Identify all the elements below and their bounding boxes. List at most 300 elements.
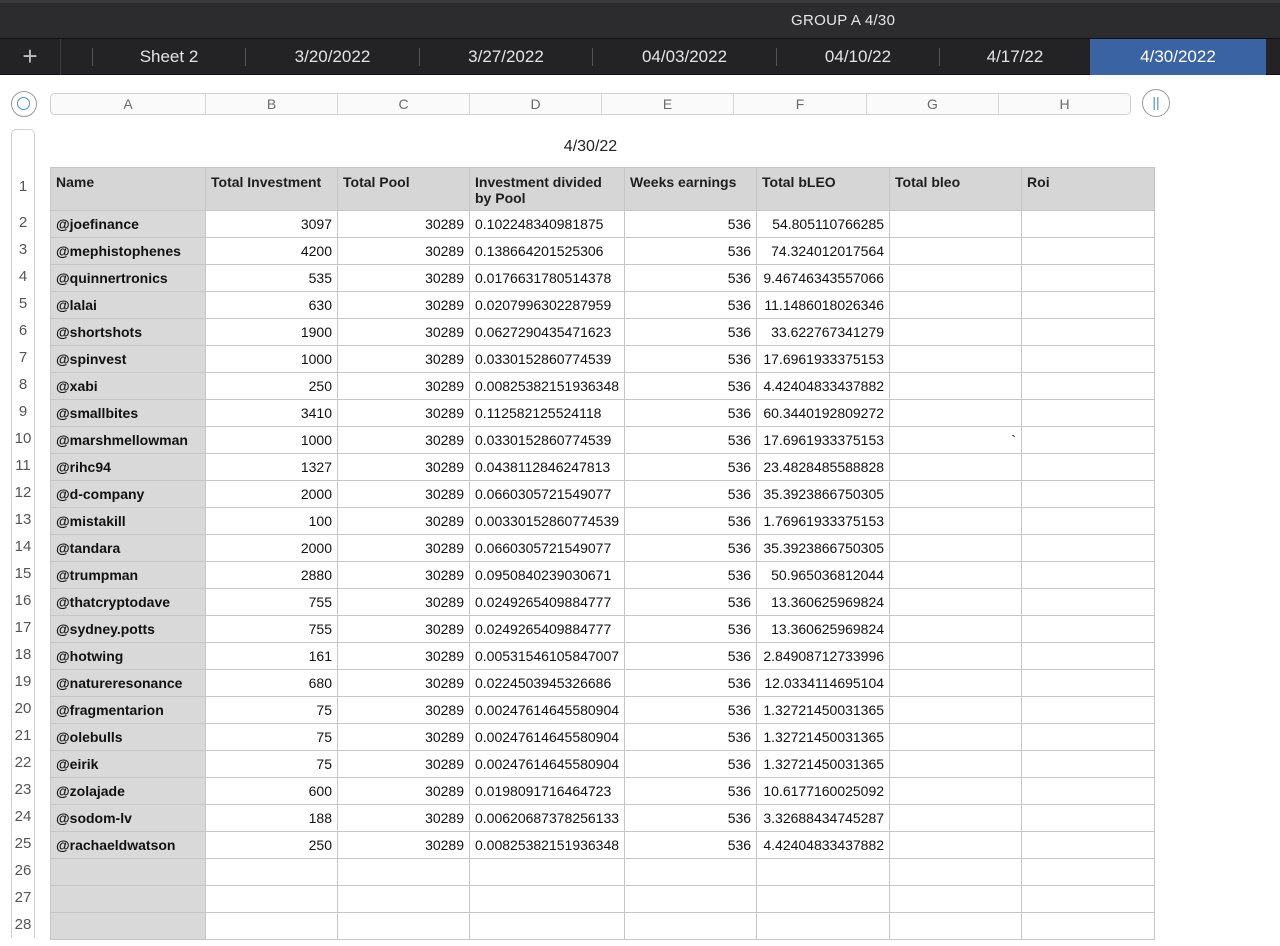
table-row [51,319,1155,346]
header-total-investment[interactable]: Total Investment [206,168,338,211]
cell-total-bleo[interactable]: 1.76961933375153 [757,508,890,535]
column-header-e[interactable]: E [602,94,734,114]
tab-4-30-2022[interactable]: 4/30/2022 [1090,39,1266,75]
cell-total-bleo[interactable]: 50.965036812044 [757,562,890,589]
cell-investment-divided-by-pool[interactable] [470,913,625,940]
cell-total-investment[interactable]: 161 [206,643,338,670]
cell-weeks-earnings[interactable]: 536 [625,562,757,589]
cell-name[interactable]: @spinvest [51,346,206,373]
cell-roi[interactable] [1022,913,1155,940]
cell-total-bleo-2[interactable] [890,616,1022,643]
cell-investment-divided-by-pool[interactable]: 0.0224503945326686 [470,670,625,697]
cell-weeks-earnings[interactable] [625,886,757,913]
cell-total-investment[interactable]: 3097 [206,211,338,238]
cell-total-investment[interactable]: 755 [206,616,338,643]
table-row [51,670,1155,697]
cell-total-bleo-2[interactable] [890,265,1022,292]
cell-investment-divided-by-pool[interactable]: 0.138664201525306 [470,238,625,265]
cell-total-pool[interactable]: 30289 [338,805,470,832]
cell-weeks-earnings[interactable]: 536 [625,724,757,751]
row-header-bar [11,166,35,938]
cell-total-pool[interactable]: 30289 [338,535,470,562]
row-number[interactable]: 19 [14,673,32,690]
sheet-tab-bar [0,38,1280,75]
cell-total-investment[interactable]: 75 [206,751,338,778]
cell-total-pool[interactable] [338,913,470,940]
cell-weeks-earnings[interactable] [625,859,757,886]
cell-roi[interactable] [1022,616,1155,643]
cell-weeks-earnings[interactable]: 536 [625,319,757,346]
cell-investment-divided-by-pool[interactable]: 0.0330152860774539 [470,427,625,454]
row-number[interactable]: 28 [14,916,32,933]
cell-name[interactable]: @joefinance [51,211,206,238]
cell-roi[interactable] [1022,481,1155,508]
cell-total-bleo[interactable]: 12.0334114695104 [757,670,890,697]
cell-total-pool[interactable]: 30289 [338,508,470,535]
cell-roi[interactable] [1022,238,1155,265]
row-number[interactable]: 21 [14,727,32,744]
cell-total-investment[interactable]: 250 [206,373,338,400]
cell-investment-divided-by-pool[interactable]: 0.00330152860774539 [470,508,625,535]
column-header-g[interactable]: G [867,94,999,114]
cell-total-bleo-2[interactable] [890,724,1022,751]
select-table-handle-icon[interactable] [11,91,37,117]
row-number[interactable]: 16 [14,592,32,609]
column-header-c[interactable]: C [338,94,470,114]
cell-name[interactable] [51,859,206,886]
cell-name[interactable]: @hotwing [51,643,206,670]
cell-total-pool[interactable]: 30289 [338,724,470,751]
column-header-a[interactable]: A [51,94,206,114]
cell-weeks-earnings[interactable]: 536 [625,373,757,400]
cell-total-bleo[interactable]: 33.622767341279 [757,319,890,346]
cell-total-pool[interactable]: 30289 [338,292,470,319]
cell-name[interactable]: @sydney.potts [51,616,206,643]
tab-3-27-2022[interactable]: 3/27/2022 [468,47,544,66]
header-roi[interactable]: Roi [1022,168,1155,211]
cell-roi[interactable] [1022,427,1155,454]
cell-total-bleo-2[interactable] [890,238,1022,265]
row-number[interactable]: 9 [18,403,28,420]
cell-total-investment[interactable]: 535 [206,265,338,292]
cell-name[interactable]: @thatcryptodave [51,589,206,616]
cell-total-investment[interactable]: 75 [206,724,338,751]
add-sheet-button[interactable] [0,39,61,75]
column-header-d[interactable]: D [470,94,602,114]
table-row [51,643,1155,670]
cell-roi[interactable] [1022,832,1155,859]
cell-investment-divided-by-pool[interactable]: 0.00247614645580904 [470,751,625,778]
cell-total-bleo[interactable]: 17.6961933375153 [757,346,890,373]
cell-total-investment[interactable]: 3410 [206,400,338,427]
cell-roi[interactable] [1022,724,1155,751]
row-header-top [11,129,35,166]
table-row [51,724,1155,751]
cell-investment-divided-by-pool[interactable]: 0.00247614645580904 [470,724,625,751]
cell-name[interactable]: @eirik [51,751,206,778]
cell-total-bleo[interactable]: 4.42404833437882 [757,832,890,859]
cell-weeks-earnings[interactable]: 536 [625,643,757,670]
cell-total-bleo[interactable]: 54.805110766285 [757,211,890,238]
cell-total-investment[interactable] [206,886,338,913]
cell-total-pool[interactable]: 30289 [338,373,470,400]
cell-investment-divided-by-pool[interactable]: 0.0627290435471623 [470,319,625,346]
table-row [51,859,1155,886]
cell-total-investment[interactable] [206,859,338,886]
cell-total-bleo[interactable]: 1.32721450031365 [757,724,890,751]
cell-roi[interactable] [1022,751,1155,778]
table-row [51,292,1155,319]
cell-weeks-earnings[interactable]: 536 [625,508,757,535]
cell-investment-divided-by-pool[interactable]: 0.00247614645580904 [470,697,625,724]
row-number[interactable]: 13 [14,511,32,528]
column-header-f[interactable]: F [734,94,867,114]
cell-investment-divided-by-pool[interactable]: 0.00620687378256133 [470,805,625,832]
cell-weeks-earnings[interactable]: 536 [625,211,757,238]
cell-total-bleo[interactable]: 35.3923866750305 [757,535,890,562]
cell-total-investment[interactable]: 2000 [206,535,338,562]
cell-total-bleo-2[interactable] [890,886,1022,913]
cell-roi[interactable] [1022,535,1155,562]
tab-04-03-2022[interactable]: 04/03/2022 [641,47,728,66]
cell-total-investment[interactable]: 755 [206,589,338,616]
table-title[interactable]: 4/30/22 [563,138,618,155]
cell-total-bleo[interactable]: 13.360625969824 [757,616,890,643]
table-row [51,589,1155,616]
table-row [51,832,1155,859]
cell-total-pool[interactable]: 30289 [338,319,470,346]
cell-weeks-earnings[interactable]: 536 [625,535,757,562]
cell-weeks-earnings[interactable]: 536 [625,292,757,319]
column-header-h[interactable]: H [1059,96,1070,112]
cell-total-bleo-2[interactable] [890,292,1022,319]
cell-weeks-earnings[interactable]: 536 [625,454,757,481]
cell-name[interactable]: @rihc94 [51,454,206,481]
cell-total-pool[interactable]: 30289 [338,400,470,427]
cell-weeks-earnings[interactable]: 536 [625,481,757,508]
cell-total-bleo[interactable]: 60.3440192809272 [757,400,890,427]
cell-weeks-earnings[interactable]: 536 [625,670,757,697]
cell-weeks-earnings[interactable]: 536 [625,832,757,859]
cell-total-pool[interactable] [338,886,470,913]
cell-total-bleo[interactable]: 35.3923866750305 [757,481,890,508]
cell-investment-divided-by-pool[interactable]: 0.0176631780514378 [470,265,625,292]
cell-total-bleo-2[interactable] [890,643,1022,670]
cell-weeks-earnings[interactable]: 536 [625,238,757,265]
table-row [51,211,1155,238]
cell-total-bleo-2[interactable] [890,211,1022,238]
table-row [51,238,1155,265]
row-number[interactable]: 15 [14,565,32,582]
row-number[interactable]: 23 [14,781,32,798]
cell-total-pool[interactable]: 30289 [338,751,470,778]
cell-total-bleo[interactable] [757,913,890,940]
cell-weeks-earnings[interactable]: 536 [625,589,757,616]
cell-total-pool[interactable]: 30289 [338,832,470,859]
table-row [51,697,1155,724]
header-total-bleo-2[interactable]: Total bleo [890,168,1022,211]
cell-name[interactable]: @lalai [51,292,206,319]
cell-total-pool[interactable]: 30289 [338,670,470,697]
cell-total-bleo[interactable]: 2.84908712733996 [757,643,890,670]
row-number[interactable]: 2 [18,214,28,231]
cell-name[interactable]: @trumpman [51,562,206,589]
row-number[interactable]: 5 [18,295,28,312]
cell-investment-divided-by-pool[interactable]: 0.0660305721549077 [470,535,625,562]
cell-total-investment[interactable]: 1000 [206,427,338,454]
header-row [51,168,1155,211]
cell-name[interactable]: @d-company [51,481,206,508]
cell-roi[interactable] [1022,319,1155,346]
cell-total-investment[interactable]: 1000 [206,346,338,373]
table-row [51,562,1155,589]
cell-investment-divided-by-pool[interactable] [470,859,625,886]
cell-roi[interactable] [1022,508,1155,535]
cell-total-pool[interactable]: 30289 [338,346,470,373]
cell-total-investment[interactable] [206,913,338,940]
column-header-b[interactable]: B [206,94,338,114]
cell-total-bleo-2[interactable] [890,859,1022,886]
cell-roi[interactable] [1022,292,1155,319]
cell-weeks-earnings[interactable]: 536 [625,346,757,373]
cell-total-bleo[interactable]: 10.6177160025092 [757,778,890,805]
row-number[interactable]: 3 [18,241,28,258]
cell-total-bleo[interactable]: 1.32721450031365 [757,697,890,724]
header-total-pool[interactable]: Total Pool [338,168,470,211]
row-number[interactable]: 22 [14,754,32,771]
cell-name[interactable] [51,886,206,913]
cell-total-bleo-2[interactable] [890,454,1022,481]
cell-roi[interactable] [1022,562,1155,589]
cell-total-bleo-2[interactable] [890,589,1022,616]
title-bar [0,0,1280,38]
row-number[interactable]: 1 [18,178,28,195]
cell-roi[interactable] [1022,643,1155,670]
row-number[interactable]: 8 [18,376,28,393]
cell-name[interactable]: @mistakill [51,508,206,535]
row-number[interactable]: 24 [14,808,32,825]
cell-investment-divided-by-pool[interactable]: 0.0438112846247813 [470,454,625,481]
cell-total-bleo[interactable]: 74.324012017564 [757,238,890,265]
cell-weeks-earnings[interactable]: 536 [625,778,757,805]
cell-total-bleo-2[interactable] [890,670,1022,697]
cell-weeks-earnings[interactable]: 536 [625,400,757,427]
cell-roi[interactable] [1022,346,1155,373]
column-resize-handle-icon[interactable]: || [1142,89,1170,117]
cell-roi[interactable] [1022,805,1155,832]
table-row [51,508,1155,535]
row-number[interactable]: 10 [14,430,32,447]
cell-name[interactable]: @smallbites [51,400,206,427]
table-row [51,481,1155,508]
cell-weeks-earnings[interactable] [625,913,757,940]
cell-roi[interactable] [1022,859,1155,886]
cell-total-bleo[interactable]: 13.360625969824 [757,589,890,616]
cell-total-bleo-2[interactable] [890,535,1022,562]
cell-investment-divided-by-pool[interactable]: 0.00825382151936348 [470,832,625,859]
row-number[interactable]: 18 [14,646,32,663]
cell-total-pool[interactable]: 30289 [338,697,470,724]
cell-total-bleo-2[interactable] [890,751,1022,778]
cell-total-pool[interactable]: 30289 [338,589,470,616]
cell-total-bleo-2[interactable] [890,373,1022,400]
tab-sheet-2[interactable]: Sheet 2 [139,47,199,66]
cell-total-bleo[interactable] [757,859,890,886]
cell-weeks-earnings[interactable]: 536 [625,697,757,724]
cell-total-bleo-2[interactable] [890,481,1022,508]
tab-04-10-22[interactable]: 04/10/22 [824,47,892,66]
cell-name[interactable]: @fragmentarion [51,697,206,724]
cell-name[interactable]: @tandara [51,535,206,562]
plus-icon: + [22,41,38,71]
cell-total-investment[interactable]: 100 [206,508,338,535]
table-row [51,400,1155,427]
cell-name[interactable]: @shortshots [51,319,206,346]
cell-investment-divided-by-pool[interactable]: 0.0660305721549077 [470,481,625,508]
cell-weeks-earnings[interactable]: 536 [625,265,757,292]
row-number[interactable]: 11 [15,457,31,474]
cell-roi[interactable] [1022,589,1155,616]
cell-roi[interactable] [1022,400,1155,427]
cell-name[interactable]: @mephistophenes [51,238,206,265]
cell-total-investment[interactable]: 600 [206,778,338,805]
cell-roi[interactable] [1022,454,1155,481]
cell-total-pool[interactable]: 30289 [338,211,470,238]
cell-roi[interactable] [1022,265,1155,292]
cell-total-pool[interactable]: 30289 [338,481,470,508]
cell-total-bleo[interactable]: 9.46746343557066 [757,265,890,292]
table-row [51,886,1155,913]
cell-total-investment[interactable]: 188 [206,805,338,832]
table-row [51,427,1155,454]
cell-total-bleo[interactable]: 4.42404833437882 [757,373,890,400]
cell-total-bleo[interactable]: 17.6961933375153 [757,427,890,454]
cell-total-bleo-2[interactable] [890,508,1022,535]
row-number[interactable]: 7 [18,349,28,366]
row-number[interactable]: 26 [14,862,32,879]
cell-total-bleo-2[interactable] [890,805,1022,832]
cell-name[interactable]: @rachaeldwatson [51,832,206,859]
cell-name[interactable]: @olebulls [51,724,206,751]
cell-roi[interactable] [1022,373,1155,400]
header-investment-divided-by-pool[interactable]: Investment divided by Pool [470,168,625,211]
cell-investment-divided-by-pool[interactable]: 0.0198091716464723 [470,778,625,805]
cell-name[interactable]: @xabi [51,373,206,400]
table-row [51,265,1155,292]
row-number[interactable]: 6 [18,322,28,339]
cell-weeks-earnings[interactable]: 536 [625,427,757,454]
cell-total-bleo-2[interactable] [890,913,1022,940]
row-number[interactable]: 12 [14,484,32,501]
row-number[interactable]: 17 [14,619,32,636]
cell-roi[interactable] [1022,670,1155,697]
cell-total-investment[interactable]: 2880 [206,562,338,589]
cell-total-bleo[interactable]: 3.32688434745287 [757,805,890,832]
cell-total-bleo-2[interactable]: ` [890,427,1022,454]
cell-weeks-earnings[interactable]: 536 [625,751,757,778]
cell-total-investment[interactable]: 75 [206,697,338,724]
cell-name[interactable]: @sodom-lv [51,805,206,832]
cell-total-investment[interactable]: 1327 [206,454,338,481]
cell-weeks-earnings[interactable]: 536 [625,805,757,832]
spreadsheet-table [50,167,1155,940]
cell-investment-divided-by-pool[interactable]: 0.0249265409884777 [470,616,625,643]
cell-total-bleo-2[interactable] [890,346,1022,373]
cell-name[interactable] [51,913,206,940]
cell-total-pool[interactable]: 30289 [338,643,470,670]
cell-investment-divided-by-pool[interactable]: 0.00825382151936348 [470,373,625,400]
row-number[interactable]: 27 [14,889,32,906]
row-number[interactable]: 20 [14,700,32,717]
cell-roi[interactable] [1022,697,1155,724]
cell-total-pool[interactable]: 30289 [338,427,470,454]
cell-total-pool[interactable]: 30289 [338,616,470,643]
table-row [51,346,1155,373]
cell-total-investment[interactable]: 2000 [206,481,338,508]
header-weeks-earnings[interactable]: Weeks earnings [625,168,757,211]
cell-roi[interactable] [1022,886,1155,913]
tab-3-20-2022[interactable]: 3/20/2022 [294,47,371,66]
cell-investment-divided-by-pool[interactable]: 0.00531546105847007 [470,643,625,670]
header-total-bleo[interactable]: Total bLEO [757,168,890,211]
cell-weeks-earnings[interactable]: 536 [625,616,757,643]
cell-total-investment[interactable]: 4200 [206,238,338,265]
cell-investment-divided-by-pool[interactable]: 0.102248340981875 [470,211,625,238]
cell-investment-divided-by-pool[interactable]: 0.0950840239030671 [470,562,625,589]
cell-total-bleo[interactable] [757,886,890,913]
cell-roi[interactable] [1022,211,1155,238]
cell-total-bleo[interactable]: 11.1486018026346 [757,292,890,319]
header-name[interactable]: Name [51,168,206,211]
column-header-bar [50,93,1131,115]
cell-name[interactable]: @quinnertronics [51,265,206,292]
cell-total-bleo[interactable]: 23.4828485588828 [757,454,890,481]
cell-total-bleo-2[interactable] [890,319,1022,346]
cell-total-bleo-2[interactable] [890,832,1022,859]
cell-investment-divided-by-pool[interactable]: 0.0207996302287959 [470,292,625,319]
cell-total-bleo-2[interactable] [890,562,1022,589]
cell-investment-divided-by-pool[interactable]: 0.0330152860774539 [470,346,625,373]
cell-total-investment[interactable]: 680 [206,670,338,697]
cell-total-pool[interactable]: 30289 [338,454,470,481]
row-number[interactable]: 4 [18,268,28,285]
cell-total-investment[interactable]: 1900 [206,319,338,346]
cell-name[interactable]: @marshmellowman [51,427,206,454]
cell-total-pool[interactable] [338,859,470,886]
window-title: GROUP A 4/30 [791,12,896,29]
cell-investment-divided-by-pool[interactable]: 0.0249265409884777 [470,589,625,616]
cell-total-bleo-2[interactable] [890,400,1022,427]
cell-name[interactable]: @zolajade [51,778,206,805]
cell-total-investment[interactable]: 630 [206,292,338,319]
cell-roi[interactable] [1022,778,1155,805]
cell-total-pool[interactable]: 30289 [338,778,470,805]
cell-total-pool[interactable]: 30289 [338,265,470,292]
row-number[interactable]: 25 [14,835,32,852]
cell-total-pool[interactable]: 30289 [338,238,470,265]
cell-investment-divided-by-pool[interactable]: 0.112582125524118 [470,400,625,427]
cell-total-bleo-2[interactable] [890,697,1022,724]
tab-4-17-22[interactable]: 4/17/22 [986,47,1044,66]
cell-name[interactable]: @natureresonance [51,670,206,697]
row-number[interactable]: 14 [14,538,32,555]
cell-total-pool[interactable]: 30289 [338,562,470,589]
cell-total-bleo[interactable]: 1.32721450031365 [757,751,890,778]
cell-investment-divided-by-pool[interactable] [470,886,625,913]
table-row [51,751,1155,778]
cell-total-investment[interactable]: 250 [206,832,338,859]
cell-total-bleo-2[interactable] [890,778,1022,805]
